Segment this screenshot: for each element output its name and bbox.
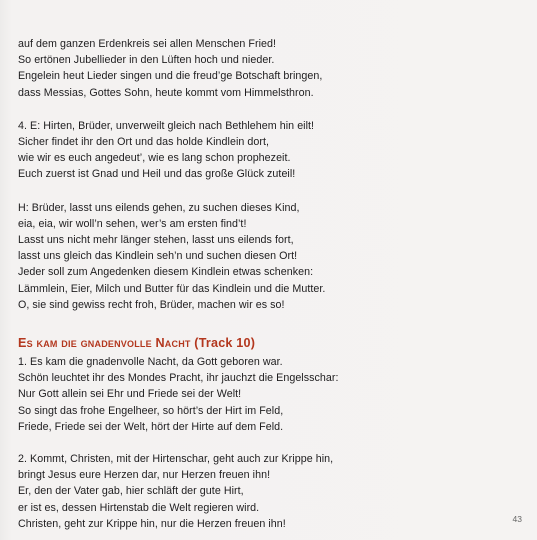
- section-heading: [18, 335, 523, 351]
- lyric-line: lasst uns gleich das Kindlein seh’n und suchen diesen Ort!: [18, 250, 298, 263]
- lyric-line: Euch zuerst ist Gnad und Heil und das große Glück zuteil!: [18, 168, 296, 181]
- lyric-line: Jeder soll zum Angedenken diesem Kindlein etwas schenken:: [18, 266, 314, 279]
- lyric-line: Engelein heut Lieder singen und die freud’ge Botschaft bringen,: [18, 70, 323, 83]
- lyric-line: Lasst uns nicht mehr länger stehen, lasst uns eilends fort,: [18, 234, 294, 247]
- stanza-2: [18, 451, 523, 532]
- stanza-continuation: [18, 36, 523, 101]
- lyric-line: Er, den der Vater gab, hier schläft der gute Hirt,: [18, 485, 244, 498]
- stanza-1: [18, 354, 523, 435]
- lyric-line: 1. Es kam die gnadenvolle Nacht, da Gott geboren war.: [18, 356, 283, 369]
- lyric-line: er ist es, dessen Hirtenstab die Welt regieren wird.: [18, 501, 260, 514]
- lyric-line: Nur Gott allein sei Ehr und Friede sei der Welt!: [18, 388, 242, 401]
- lyric-line: auf dem ganzen Erdenkreis sei allen Menschen Fried!: [18, 38, 277, 50]
- lyric-line: H: Brüder, lasst uns eilends gehen, zu suchen dieses Kind,: [18, 201, 300, 214]
- lyric-line: 2. Kommt, Christen, mit der Hirtenschar, geht auch zur Krippe hin,: [18, 453, 334, 466]
- stanza-4: [18, 118, 523, 183]
- lyric-line: Christen, geht zur Krippe hin, nur die Herzen freuen ihn!: [18, 517, 286, 530]
- lyrics-content: [18, 36, 523, 532]
- lyric-line: dass Messias, Gottes Sohn, heute kommt vom Himmelsthron.: [18, 86, 314, 99]
- lyric-line: So ertönen Jubellieder in den Lüften hoch und nieder.: [18, 54, 275, 67]
- stanza-hirten: [18, 200, 523, 313]
- lyric-line: So singt das frohe Engelheer, so hört’s der Hirt im Feld,: [18, 404, 284, 417]
- lyric-line: wie wir es euch angedeut’, wie es lang schon prophezeit.: [18, 152, 291, 165]
- heading-track: (Track 10): [194, 336, 256, 351]
- lyric-line: Friede, Friede sei der Welt, hört der Hirte auf dem Feld.: [18, 420, 284, 433]
- lyric-line: eia, eia, wir woll’n sehen, wer’s am ersten find’t!: [18, 217, 247, 230]
- heading-title: Es kam die gnadenvolle Nacht: [18, 336, 191, 351]
- lyric-line: 4. E: Hirten, Brüder, unverweilt gleich nach Bethlehem hin eilt!: [18, 119, 315, 132]
- lyric-line: Schön leuchtet ihr des Mondes Pracht, ihr jauchzt die Engelsschar:: [18, 372, 339, 385]
- lyric-line: Lämmlein, Eier, Milch und Butter für das Kindlein und die Mutter.: [18, 282, 326, 295]
- page-number: 43: [512, 514, 522, 524]
- lyric-line: bringt Jesus eure Herzen dar, nur Herzen freuen ihn!: [18, 469, 271, 482]
- lyric-line: Sicher findet ihr den Ort und das holde Kindlein dort,: [18, 136, 270, 149]
- lyric-line: O, sie sind gewiss recht froh, Brüder, machen wir es so!: [18, 298, 285, 311]
